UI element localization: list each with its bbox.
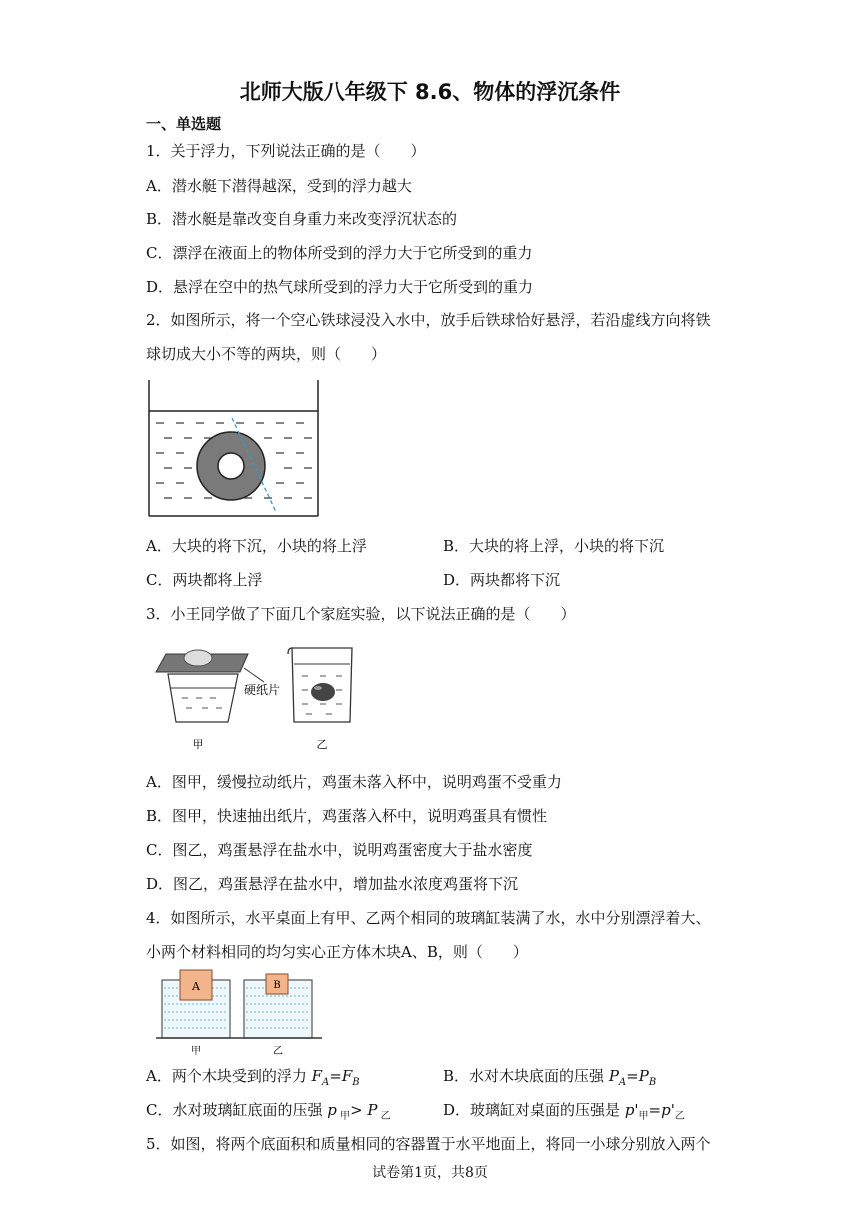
q1-stem: 1．关于浮力，下列说法正确的是（ ） xyxy=(146,142,426,160)
q1-option-c: C．漂浮在液面上的物体所受到的浮力大于它所受到的重力 xyxy=(146,244,533,262)
q2-option-d: D．两块都将下沉 xyxy=(443,571,561,589)
q3-label-yi: 乙 xyxy=(316,738,328,751)
q4-label-yi: 乙 xyxy=(273,1046,283,1056)
q2-figure-hollow-ball xyxy=(146,378,322,520)
q4-stem-line1: 4．如图所示，水平桌面上有甲、乙两个相同的玻璃缸装满了水，水中分别漂浮着大、 xyxy=(146,909,711,927)
q4-block-b-label: B xyxy=(273,980,281,991)
q4-option-d: D．玻璃缸对桌面的压强是 $p'_甲=p'_乙$ xyxy=(443,1101,685,1122)
q2-option-b: B．大块的将上浮，小块的将下沉 xyxy=(443,537,665,555)
q4-figure-wood-blocks xyxy=(156,966,322,1056)
page-footer: 试卷第1页，共8页 xyxy=(372,1165,488,1181)
q2-option-a: A．大块的将下沉，小块的将上浮 xyxy=(146,537,367,555)
q4-stem-line2: 小两个材料相同的均匀实心正方体木块A、B，则（ ） xyxy=(146,943,528,961)
q3-option-c: C．图乙，鸡蛋悬浮在盐水中，说明鸡蛋密度大于盐水密度 xyxy=(146,841,533,859)
q3-figure-egg-experiments xyxy=(146,642,366,754)
q2-option-c: C．两块都将上浮 xyxy=(146,571,263,589)
q4-block-a-label: A xyxy=(192,980,200,993)
q4-option-b: B．水对木块底面的压强 $P_A=P_B$ xyxy=(443,1067,657,1088)
q1-option-a: A．潜水艇下潜得越深，受到的浮力越大 xyxy=(146,177,412,195)
q2-stem-line1: 2．如图所示，将一个空心铁球浸没入水中，放手后铁球恰好悬浮，若沿虚线方向将铁 xyxy=(146,311,711,329)
q3-stem: 3．小王同学做了下面几个家庭实验，以下说法正确的是（ ） xyxy=(146,605,576,623)
q4-option-d-text: D．玻璃缸对桌面的压强是 xyxy=(443,1101,621,1119)
q4-option-a: A．两个木块受到的浮力 $F_A=F_B$ xyxy=(146,1067,360,1088)
q3-option-a: A．图甲，缓慢拉动纸片，鸡蛋未落入杯中，说明鸡蛋不受重力 xyxy=(146,773,562,791)
q3-option-b: B．图甲，快速抽出纸片，鸡蛋落入杯中，说明鸡蛋具有惯性 xyxy=(146,807,548,825)
q4-option-c-text: C．水对玻璃缸底面的压强 xyxy=(146,1101,323,1119)
page-title: 北师大版八年级下 8.6、物体的浮沉条件 xyxy=(239,80,621,104)
section-heading: 一、单选题 xyxy=(146,115,222,133)
q4-option-c: C．水对玻璃缸底面的压强 p $_甲$> P $_乙$ xyxy=(146,1101,391,1122)
q3-label-jia: 甲 xyxy=(192,738,204,751)
q3-option-d: D．图乙，鸡蛋悬浮在盐水中，增加盐水浓度鸡蛋将下沉 xyxy=(146,875,519,893)
q1-option-d: D．悬浮在空中的热气球所受到的浮力大于它所受到的重力 xyxy=(146,278,534,296)
q2-stem-line2: 球切成大小不等的两块，则（ ） xyxy=(146,345,387,363)
q1-option-b: B．潜水艇是靠改变自身重力来改变浮沉状态的 xyxy=(146,210,458,228)
q4-option-b-text: B．水对木块底面的压强 xyxy=(443,1067,605,1085)
q5-stem-line1: 5．如图，将两个底面积和质量相同的容器置于水平地面上，将同一小球分别放入两个 xyxy=(146,1135,711,1153)
q4-option-a-text: A．两个木块受到的浮力 xyxy=(146,1067,307,1085)
q3-label-card: 硬纸片 xyxy=(244,683,281,697)
q4-label-jia: 甲 xyxy=(191,1046,201,1056)
